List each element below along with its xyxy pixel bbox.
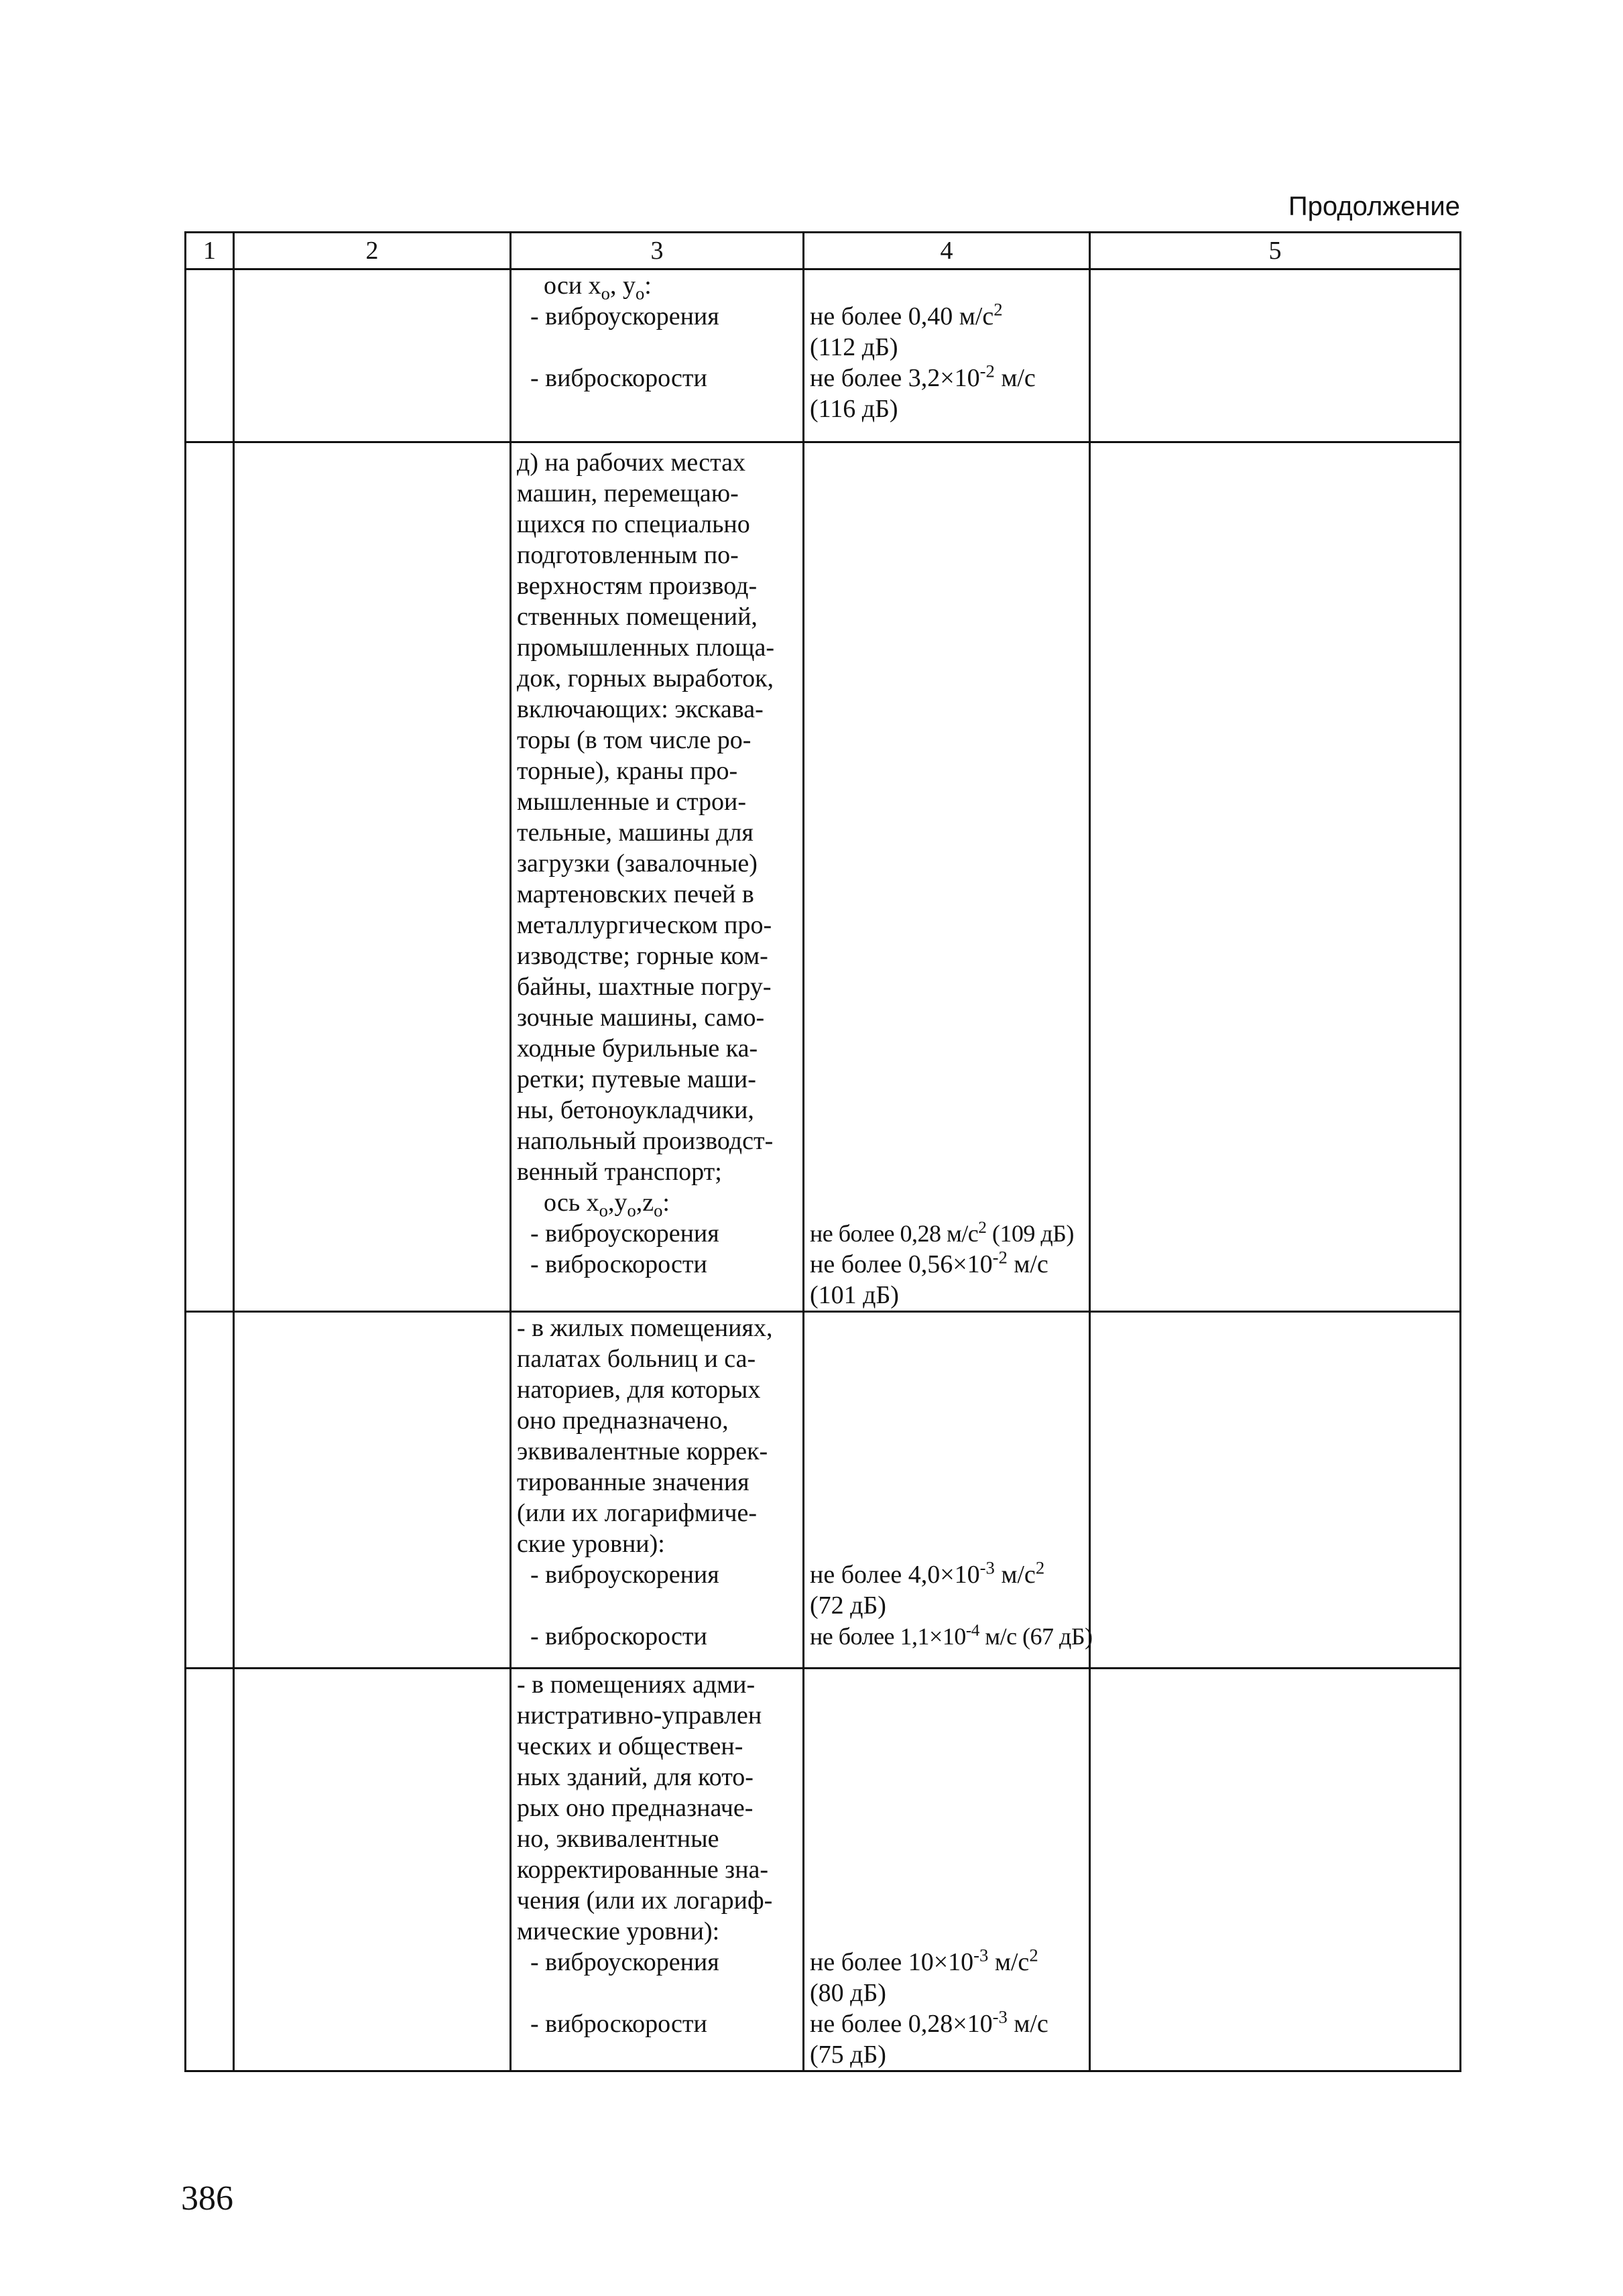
requirement-text: тельные, машины для xyxy=(517,819,754,847)
column-header-3: 3 xyxy=(511,233,804,269)
requirement-text: мышленные и строи- xyxy=(517,788,746,816)
row-2-col-2 xyxy=(234,442,511,1312)
acceleration-label: - виброускорения xyxy=(530,1561,719,1589)
requirement-text: торы (в том числе ро- xyxy=(517,726,752,754)
acceleration-db: (112 дБ) xyxy=(810,333,898,361)
row-1-col-3 xyxy=(511,269,804,442)
row-1-col-1 xyxy=(186,269,234,442)
acceleration-value: не более 0,40 $м/с^2$ xyxy=(810,299,1003,330)
acceleration-db: (80 дБ) xyxy=(810,1979,886,2007)
requirement-text: мические уровни): xyxy=(517,1917,720,1945)
requirement-text: (или их логарифмиче- xyxy=(517,1499,758,1527)
table-row xyxy=(186,269,1461,442)
requirement-text: нистративно-управлен xyxy=(517,1701,762,1730)
row-1-col-5 xyxy=(1090,269,1461,442)
requirement-text: д) на рабочих местах xyxy=(517,448,746,477)
table-header-row xyxy=(186,233,1461,269)
velocity-value: не более $0,28\times 10^{-3}$ м/с xyxy=(810,2006,1048,2038)
requirement-text: торные), краны про- xyxy=(517,757,738,785)
velocity-value: не более $3,2\times 10^{-2}$ м/с xyxy=(810,361,1036,392)
column-header-4: 4 xyxy=(804,233,1090,269)
row-2-col-4 xyxy=(804,442,1090,1312)
table-row xyxy=(186,442,1461,1312)
column-header-2: 2 xyxy=(234,233,511,269)
continuation-label: Продолжение xyxy=(1288,192,1460,221)
table-row xyxy=(186,1312,1461,1669)
requirement-text: промышленных площа- xyxy=(517,633,775,662)
requirement-text: палатах больниц и са- xyxy=(517,1345,756,1373)
requirement-text: ческих и обществен- xyxy=(517,1732,743,1760)
row-1-col-4 xyxy=(804,269,1090,442)
row-4-col-3 xyxy=(511,1669,804,2071)
acceleration-db: (72 дБ) xyxy=(810,1591,886,1620)
requirement-text: байны, шахтные погру- xyxy=(517,973,772,1001)
requirement-text: щихся по специально xyxy=(517,510,750,538)
row-4-col-1 xyxy=(186,1669,234,2071)
row-3-col-3 xyxy=(511,1312,804,1669)
velocity-label: - виброскорости xyxy=(530,1250,707,1278)
requirement-text: рых оно предназначе- xyxy=(517,1794,754,1822)
velocity-value: не более $0,56\times 10^{-2}$ м/с xyxy=(810,1247,1048,1278)
row-4-col-2 xyxy=(234,1669,511,2071)
row-1-col-2 xyxy=(234,269,511,442)
row-3-col-4 xyxy=(804,1312,1093,1669)
velocity-label: - виброскорости xyxy=(530,2010,707,2038)
requirement-text: подготовленным по- xyxy=(517,541,739,569)
requirement-text: машин, перемещаю- xyxy=(517,479,739,507)
requirement-text: ных зданий, для кото- xyxy=(517,1763,754,1791)
requirement-text: ны, бетоноукладчики, xyxy=(517,1096,754,1124)
acceleration-label: - виброускорения xyxy=(530,302,719,330)
velocity-db: (101 дБ) xyxy=(810,1281,899,1309)
velocity-label: - виброскорости xyxy=(530,1622,707,1650)
acceleration-value: не более $10\times 10^{-3}$ $м/с^2$ xyxy=(810,1945,1038,1976)
requirement-text: но, эквивалентные xyxy=(517,1825,719,1853)
row-3-col-5 xyxy=(1090,1312,1461,1669)
requirement-text: корректированные зна- xyxy=(517,1856,769,1884)
requirement-text: чения (или их логариф- xyxy=(517,1886,773,1915)
requirement-text: напольный производст- xyxy=(517,1127,774,1155)
velocity-value: не более $1,1\times 10^{-4}$ м/с (67 дБ) xyxy=(810,1622,1093,1650)
requirement-text: зочные машины, само- xyxy=(517,1004,765,1032)
velocity-db: (116 дБ) xyxy=(810,395,898,423)
requirement-text: - в жилых помещениях, xyxy=(517,1314,773,1342)
velocity-label: - виброскорости xyxy=(530,364,707,392)
requirement-text: изводстве; горные ком- xyxy=(517,942,768,970)
row-3-col-2 xyxy=(234,1312,511,1669)
requirement-text: загрузки (завалочные) xyxy=(517,849,758,878)
requirement-text: ретки; путевые маши- xyxy=(517,1065,756,1093)
axis-label: ось $х_о,у_о,z_о$: xyxy=(544,1189,670,1221)
requirement-text: ходные бурильные ка- xyxy=(517,1034,758,1063)
requirement-text: металлургическом про- xyxy=(517,911,772,939)
requirement-text: эквивалентные коррек- xyxy=(517,1437,768,1465)
requirement-text: тированные значения xyxy=(517,1468,749,1496)
column-header-5: 5 xyxy=(1090,233,1461,269)
row-2-col-1 xyxy=(186,442,234,1312)
row-4-col-5 xyxy=(1090,1669,1461,2071)
requirement-text: верхностям производ- xyxy=(517,572,758,600)
acceleration-label: - виброускорения xyxy=(530,1948,719,1976)
requirement-text: венный транспорт; xyxy=(517,1158,722,1186)
table-row xyxy=(186,1669,1461,2071)
requirement-text: док, горных выработок, xyxy=(517,664,774,692)
row-4-col-4 xyxy=(804,1669,1090,2071)
axis-label: оси $х_о$, $у_о$: xyxy=(544,271,652,304)
acceleration-value: не более $4,0\times 10^{-3}$ $м/с^2$ xyxy=(810,1557,1045,1589)
velocity-db: (75 дБ) xyxy=(810,2041,886,2069)
acceleration-value: не более 0,28 $м/с^2$ (109 дБ) xyxy=(810,1219,1074,1247)
row-3-col-1 xyxy=(186,1312,234,1669)
requirement-text: - в помещениях адми- xyxy=(517,1671,756,1699)
requirement-text: наториев, для которых xyxy=(517,1376,761,1404)
requirement-text: оно предназначено, xyxy=(517,1406,729,1435)
requirement-text: мартеновских печей в xyxy=(517,880,754,908)
column-header-1: 1 xyxy=(186,233,234,269)
requirement-text: ские уровни): xyxy=(517,1530,665,1558)
acceleration-label: - виброускорения xyxy=(530,1219,719,1248)
row-2-col-3 xyxy=(511,442,804,1312)
page-number: 386 xyxy=(181,2179,233,2218)
requirement-text: включающих: экскава- xyxy=(517,695,764,723)
row-2-col-5 xyxy=(1090,442,1461,1312)
requirement-text: ственных помещений, xyxy=(517,603,758,631)
norms-table xyxy=(184,231,1461,2072)
